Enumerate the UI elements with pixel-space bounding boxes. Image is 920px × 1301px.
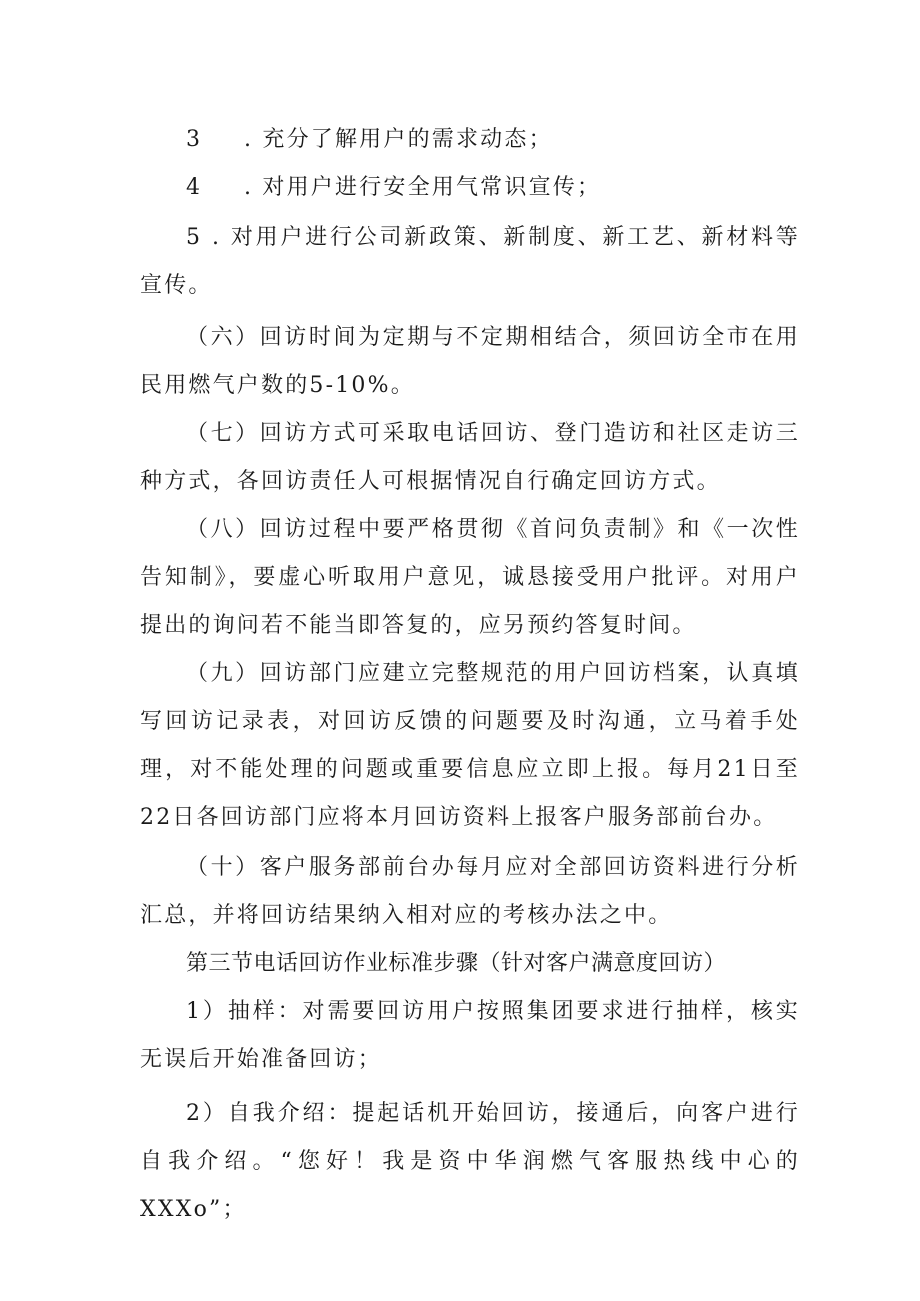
item-number: 4 [186,175,200,200]
item-text: . 对用户进行安全用气常识宣传； [244,175,602,200]
paragraph-item-5: 5 . 对用户进行公司新政策、新制度、新工艺、新材料等宣传。 [140,225,800,298]
paragraph-section-7: （七）回访方式可采取电话回访、登门造访和社区走访三种方式，各回访责任人可根据情况自行确定回访方式。 [140,421,800,494]
paragraph-section-6: （六）回访时间为定期与不定期相结合，须回访全市在用民用燃气户数的5-10%。 [140,325,800,398]
item-number: 3 [186,127,200,152]
paragraph-step-1: 1）抽样：对需要回访用户按照集团要求进行抽样，核实无误后开始准备回访； [140,999,800,1072]
item-text: . 充分了解用户的需求动态； [244,127,553,152]
paragraph-section-10: （十）客户服务部前台办每月应对全部回访资料进行分析汇总，并将回访结果纳入相对应的考核办法之中。 [140,855,800,928]
section-heading: 第三节电话回访作业标准步骤（针对客户满意度回访） [186,951,727,976]
paragraph-section-8: （八）回访过程中要严格贯彻《首问负责制》和《一次性告知制》，要虚心听取用户意见，诚恳接受用户批评。对用户提出的询问若不能当即答复的，应另预约答复时间。 [140,517,800,638]
paragraph-section-9: （九）回访部门应建立完整规范的用户回访档案，认真填写回访记录表，对回访反馈的问题要及时沟通，立马着手处理，对不能处理的问题或重要信息应立即上报。每月21日至22日各回访部门应将本月回访资料上报客户服务部前台办。 [140,661,800,830]
paragraph-step-2: 2）自我介绍：提起话机开始回访，接通后，向客户进行自我介绍。“您好！我是资中华润燃气客服热线中心的XXXo”； [140,1101,800,1222]
